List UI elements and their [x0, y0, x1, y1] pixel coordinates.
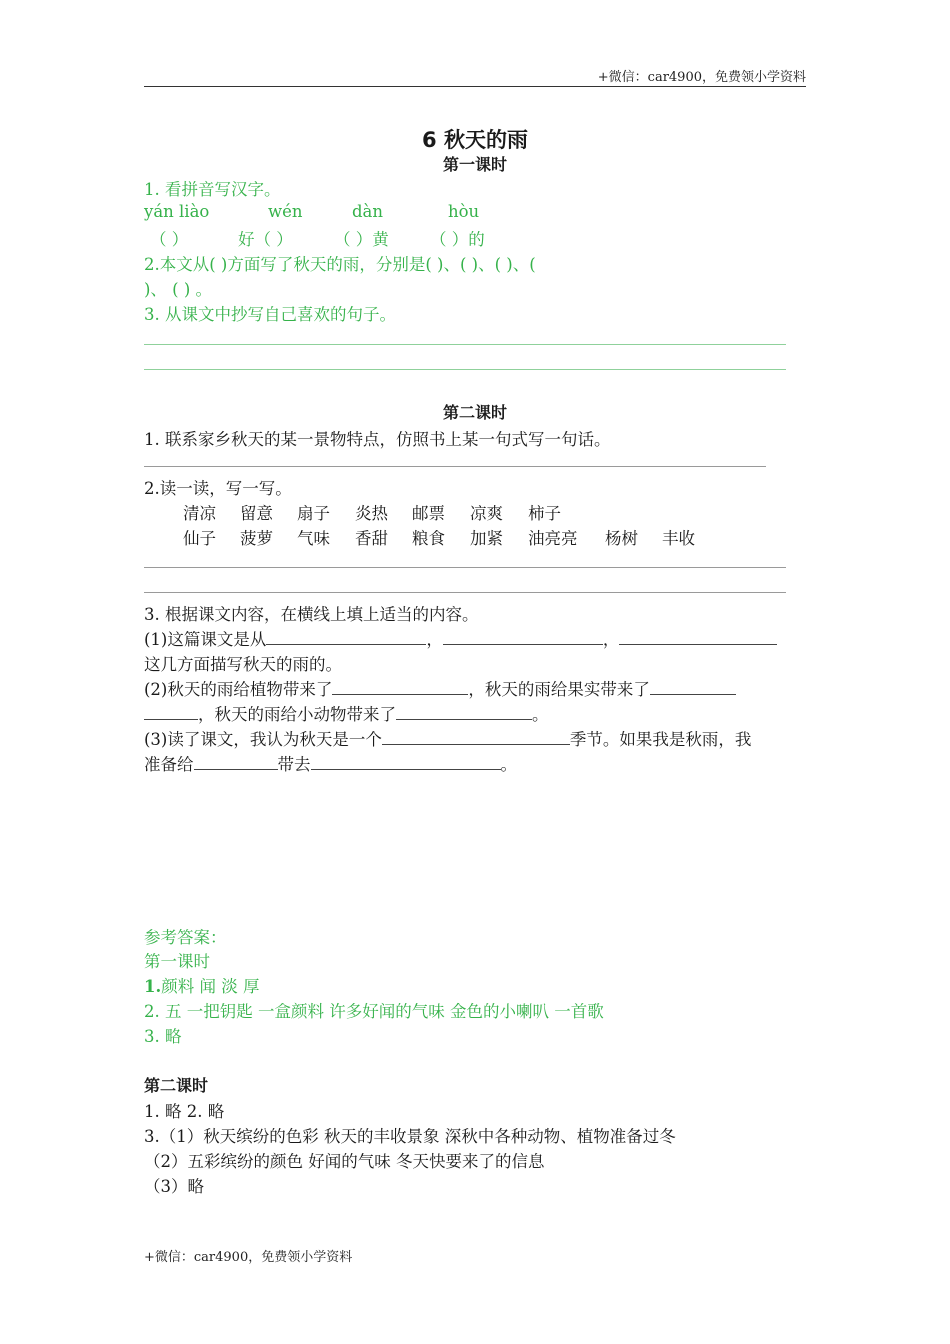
pinyin-row — [144, 202, 479, 221]
lesson2-q1: 1. 联系家乡秋天的某一景物特点，仿照书上某一句式写一句话。 — [144, 430, 611, 449]
word: 清凉 — [183, 504, 216, 523]
fill-item-3[interactable]: （ ）黄 — [334, 230, 389, 249]
pinyin-2: wén — [268, 202, 303, 221]
blank-line[interactable] — [619, 629, 777, 645]
page-title: 6 秋天的雨 — [422, 128, 528, 152]
footer-note: +微信：car4900，免费领小学资料 — [144, 1250, 353, 1265]
word: 香甜 — [355, 529, 388, 548]
answers-heading: 参考答案： — [144, 928, 227, 947]
answers-lesson1-a3: 3. 略 — [144, 1027, 182, 1046]
q3-part3-text: 带去 — [277, 755, 311, 774]
blank-line[interactable] — [650, 679, 736, 695]
q3-part2-text: ，秋天的雨给果实带来了 — [468, 680, 650, 699]
blank-line[interactable] — [266, 629, 426, 645]
pinyin-3: dàn — [352, 202, 384, 221]
word: 菠萝 — [240, 529, 273, 548]
q3-part1-end: 这几方面描写秋天的雨的。 — [144, 655, 342, 674]
lesson1-heading: 第一课时 — [442, 155, 507, 174]
q3-part3 — [144, 726, 751, 750]
word: 炎热 — [355, 504, 388, 523]
answers-lesson2-heading: 第二课时 — [144, 1076, 209, 1095]
q3-part3-cont — [144, 751, 517, 775]
word: 丰收 — [662, 529, 695, 548]
lesson1-q2-line1: 2.本文从( )方面写了秋天的雨，分别是( )、( )、( )、( — [144, 255, 536, 274]
word-row-2 — [183, 525, 695, 549]
answers-lesson2-a3-2: （2）五彩缤纷的颜色 好闻的气味 冬天快要来了的信息 — [144, 1152, 545, 1171]
blank-line[interactable] — [396, 704, 532, 720]
answers-lesson1-heading: 第一课时 — [144, 952, 210, 971]
word: 粮食 — [412, 529, 445, 548]
word: 气味 — [297, 529, 330, 548]
answer-line[interactable] — [144, 567, 786, 568]
word: 扇子 — [297, 504, 330, 523]
answers-lesson2-a3-3: （3）略 — [144, 1177, 204, 1196]
lesson2-q3: 3. 根据课文内容，在横线上填上适当的内容。 — [144, 605, 479, 624]
q3-part3-text: 季节。如果我是秋雨，我 — [569, 730, 752, 749]
word: 留意 — [240, 504, 273, 523]
q3-part2 — [144, 676, 736, 700]
blank-line[interactable] — [332, 679, 468, 695]
answer-text: 颜料 闻 淡 厚 — [161, 977, 260, 996]
fill-row — [150, 226, 485, 250]
blank-line[interactable] — [144, 704, 198, 720]
answers-lesson1-a1 — [144, 973, 259, 997]
answer-line[interactable] — [144, 466, 766, 467]
q3-part2-text: (2)秋天的雨给植物带来了 — [144, 680, 333, 699]
word: 杨树 — [605, 529, 638, 548]
q3-part2-text: ，秋天的雨给小动物带来了 — [198, 705, 396, 724]
answer-line[interactable] — [144, 369, 786, 370]
pinyin-1: yán liào — [144, 202, 210, 221]
comma: ， — [602, 630, 620, 649]
word: 邮票 — [412, 504, 445, 523]
word: 仙子 — [183, 529, 216, 548]
q3-part3-text: (3)读了课文，我认为秋天是一个 — [144, 730, 382, 749]
q3-part1-text: (1)这篇课文是从 — [144, 630, 267, 649]
word: 凉爽 — [470, 504, 503, 523]
word-row-1 — [183, 500, 561, 524]
fill-item-4[interactable]: （ ）的 — [430, 230, 485, 249]
period: 。 — [500, 755, 517, 774]
blank-line[interactable] — [443, 629, 603, 645]
answer-number: 1. — [144, 977, 162, 996]
word: 加紧 — [470, 529, 503, 548]
blank-line[interactable] — [194, 754, 278, 770]
pinyin-4: hòu — [448, 202, 480, 221]
fill-item-1[interactable]: （ ） — [150, 230, 189, 249]
blank-line[interactable] — [382, 729, 570, 745]
lesson2-q2: 2.读一读，写一写。 — [144, 479, 292, 498]
lesson1-q2-line2: )、 ( ) 。 — [144, 280, 213, 299]
q3-part2-cont — [144, 701, 549, 725]
period: 。 — [532, 705, 549, 724]
fill-item-2[interactable]: 好（ ） — [238, 230, 293, 249]
lesson1-q1: 1. 看拼音写汉字。 — [144, 180, 281, 199]
answer-line[interactable] — [144, 344, 786, 345]
word: 柿子 — [528, 504, 561, 523]
answers-lesson2-a1: 1. 略 2. 略 — [144, 1102, 225, 1121]
comma: ， — [426, 630, 443, 649]
word: 油亮亮 — [528, 529, 578, 548]
answer-line[interactable] — [144, 592, 786, 593]
answers-lesson2-a3-1: 3.（1）秋天缤纷的色彩 秋天的丰收景象 深秋中各种动物、植物准备过冬 — [144, 1127, 676, 1146]
blank-line[interactable] — [311, 754, 501, 770]
answers-lesson1-a2: 2. 五 一把钥匙 一盒颜料 许多好闻的气味 金色的小喇叭 一首歌 — [144, 1002, 604, 1021]
q3-part1 — [144, 626, 777, 650]
q3-part3-text: 准备给 — [144, 755, 194, 774]
header-note: +微信：car4900，免费领小学资料 — [597, 70, 806, 85]
header-rule — [144, 86, 806, 87]
lesson2-heading: 第二课时 — [442, 403, 507, 422]
lesson1-q3: 3. 从课文中抄写自己喜欢的句子。 — [144, 305, 396, 324]
